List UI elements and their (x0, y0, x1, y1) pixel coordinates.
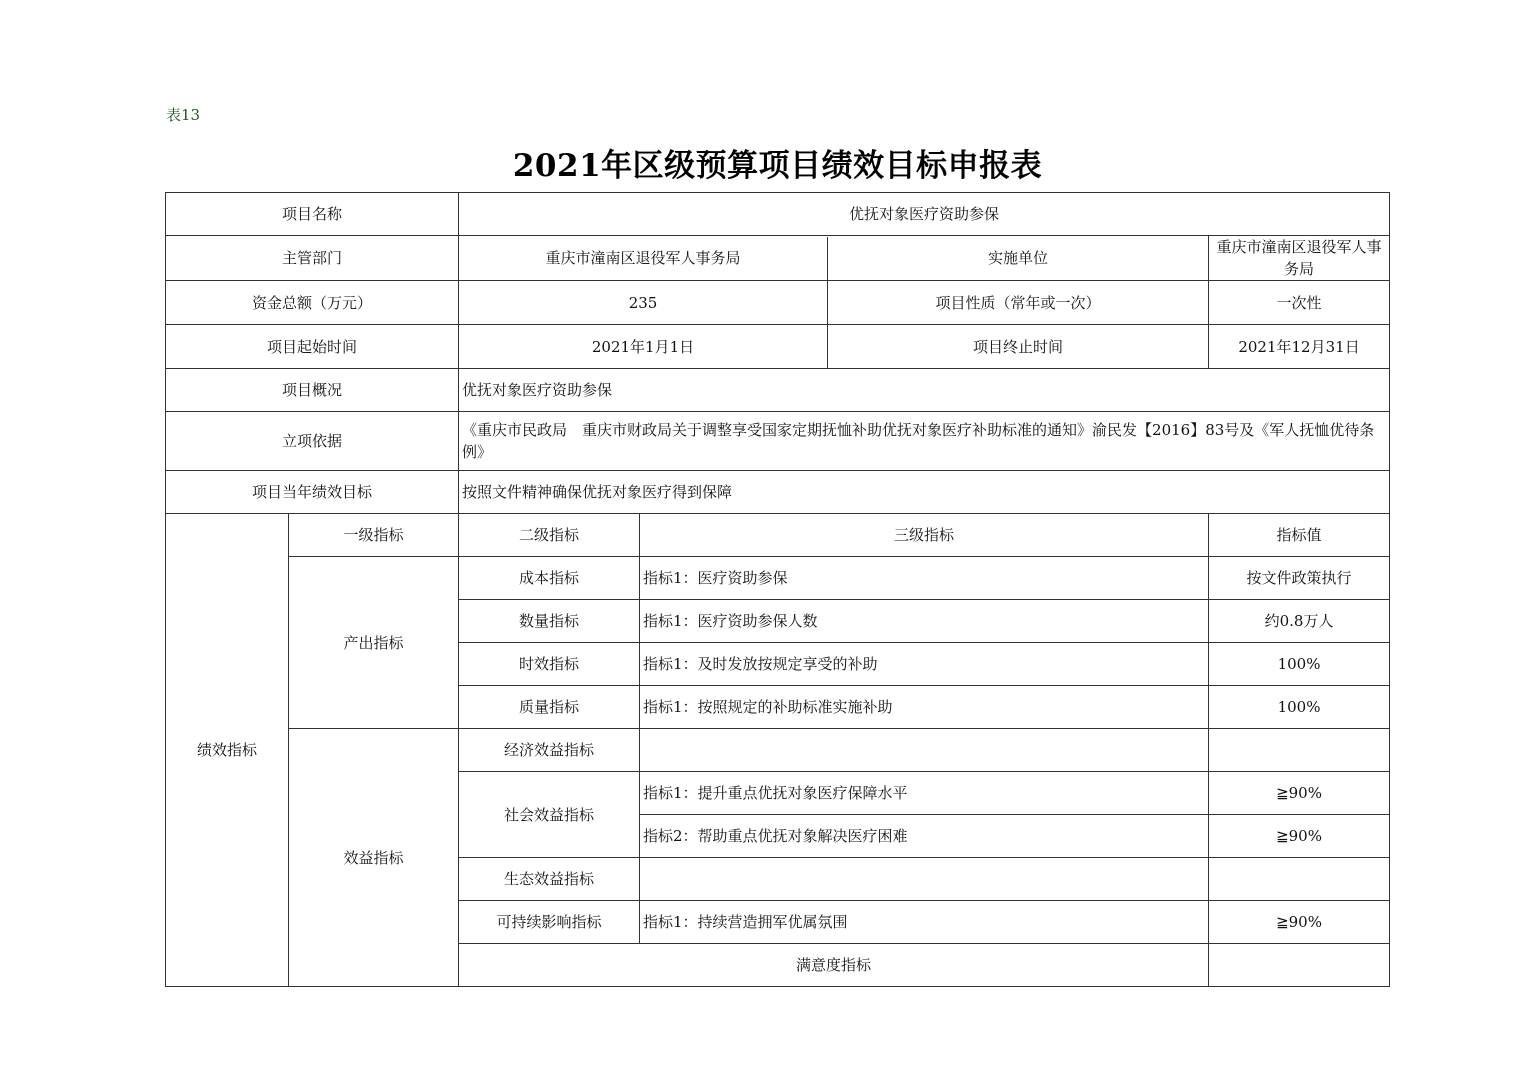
table-number: 表13 (166, 106, 201, 124)
col-level1-header: 一级指标 (289, 514, 459, 557)
output-indicator-label: 产出指标 (289, 557, 459, 729)
level3-cell: 指标1：医疗资助参保人数 (640, 600, 1209, 643)
level3-cell (1209, 944, 1390, 987)
value-cell: 按文件政策执行 (1209, 557, 1390, 600)
fund-nature-subtable (459, 281, 1208, 324)
table-row (166, 514, 1390, 557)
level2-cell: 成本指标 (459, 557, 640, 600)
basis-label: 立项依据 (166, 412, 459, 471)
level3-cell: 指标1：持续营造拥军优属氛围 (640, 901, 1209, 944)
col-level2-header: 二级指标 (459, 514, 640, 557)
perf-label: 绩效指标 (166, 514, 289, 987)
level3-cell: 指标1：医疗资助参保 (640, 557, 1209, 600)
overview-label: 项目概况 (166, 369, 459, 412)
value-cell: 100% (1209, 686, 1390, 729)
table-row (166, 471, 1390, 514)
table-row (166, 281, 1390, 325)
table-row (166, 193, 1390, 236)
table-row (166, 236, 1390, 281)
satisfaction-indicator-label: 满意度指标 (459, 944, 1209, 987)
fund-label: 资金总额（万元） (166, 281, 459, 325)
dept-unit-subtable (459, 237, 1208, 280)
level3-cell: 指标1：提升重点优抚对象医疗保障水平 (640, 772, 1209, 815)
level2-cell: 生态效益指标 (459, 858, 640, 901)
end-label: 项目终止时间 (973, 337, 1064, 356)
page-title: 2021年区级预算项目绩效目标申报表 (512, 148, 1043, 184)
fund-nature-cell (459, 281, 1209, 325)
value-cell (1209, 729, 1390, 772)
level2-cell: 经济效益指标 (459, 729, 640, 772)
start-label: 项目起始时间 (166, 325, 459, 369)
table-row (166, 729, 1390, 772)
table-row (166, 369, 1390, 412)
budget-performance-table (165, 192, 1390, 987)
level2-cell: 可持续影响指标 (459, 901, 640, 944)
level3-cell (640, 858, 1209, 901)
level3-cell (640, 729, 1209, 772)
level3-cell: 指标1：按照规定的补助标准实施补助 (640, 686, 1209, 729)
start-value: 2021年1月1日 (459, 325, 828, 368)
end-value: 2021年12月31日 (1209, 325, 1390, 369)
level3-cell: 指标2：帮助重点优抚对象解决医疗困难 (640, 815, 1209, 858)
start-end-cell (459, 325, 1209, 369)
nature-value: 一次性 (1209, 281, 1390, 325)
value-cell: 100% (1209, 643, 1390, 686)
basis-value: 《重庆市民政局 重庆市财政局关于调整享受国家定期抚恤补助优抚对象医疗补助标准的通知》渝民发【2016】83号及《军人抚恤优待条例》 (459, 412, 1390, 471)
project-name-label: 项目名称 (166, 193, 459, 236)
unit-label: 实施单位 (988, 249, 1049, 267)
project-name-value: 优抚对象医疗资助参保 (459, 193, 1390, 236)
level2-cell: 质量指标 (459, 686, 640, 729)
value-cell (1209, 858, 1390, 901)
value-cell: ≧90% (1209, 901, 1390, 944)
goal-value: 按照文件精神确保优抚对象医疗得到保障 (459, 471, 1390, 514)
fund-value: 235 (459, 281, 828, 324)
table-row (166, 557, 1390, 600)
unit-value: 重庆市潼南区退役军人事务局 (1209, 236, 1390, 281)
table-row (166, 325, 1390, 369)
benefit-indicator-label: 效益指标 (289, 729, 459, 987)
table-row (166, 412, 1390, 471)
level2-cell: 时效指标 (459, 643, 640, 686)
goal-label: 项目当年绩效目标 (166, 471, 459, 514)
overview-value: 优抚对象医疗资助参保 (459, 369, 1390, 412)
value-cell: ≧90% (1209, 772, 1390, 815)
level3-cell: 指标1：及时发放按规定享受的补助 (640, 643, 1209, 686)
dept-label: 主管部门 (166, 236, 459, 281)
dept-value: 重庆市潼南区退役军人事务局 (459, 237, 828, 280)
value-cell: 约0.8万人 (1209, 600, 1390, 643)
value-cell: ≧90% (1209, 815, 1390, 858)
col-value-header: 指标值 (1209, 514, 1390, 557)
nature-label: 项目性质（常年或一次） (935, 293, 1101, 312)
col-level3-header: 三级指标 (640, 514, 1209, 557)
level2-cell: 社会效益指标 (459, 772, 640, 858)
level2-cell: 数量指标 (459, 600, 640, 643)
dept-unit-cell (459, 236, 1209, 281)
start-end-subtable (459, 325, 1208, 368)
